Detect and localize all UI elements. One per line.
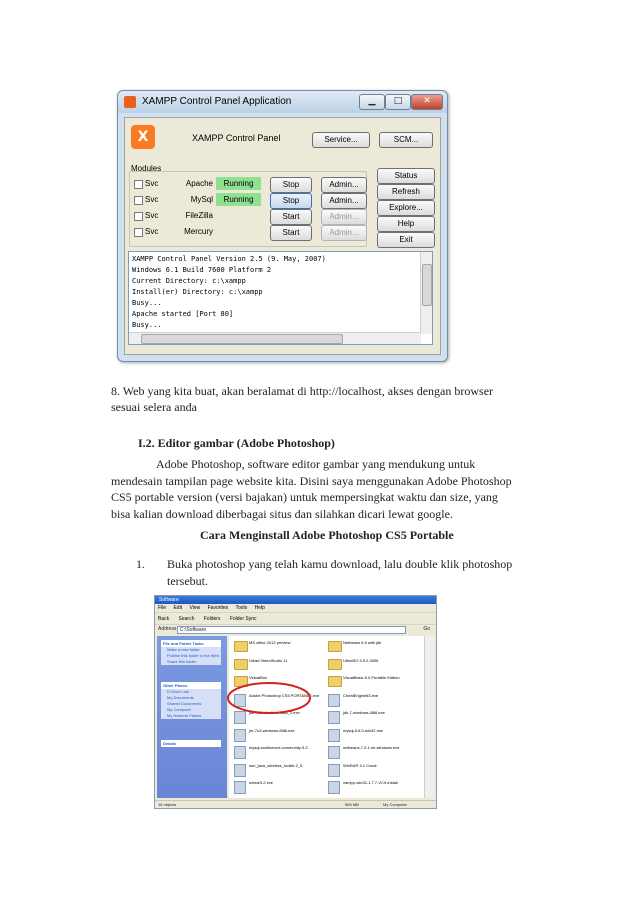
file-name: netbeans-7.0.1-ml-windows.exe <box>343 745 400 750</box>
address-label: Address <box>158 626 177 632</box>
folder-icon <box>328 641 342 652</box>
xampp-header: XAMPP Control Panel <box>192 133 281 143</box>
xampp-small-logo-icon <box>124 96 136 108</box>
file-item[interactable] <box>327 710 419 724</box>
help-button[interactable]: Help <box>377 216 435 232</box>
console-line: Current Directory: c:\xampp <box>132 277 246 285</box>
svc-checkbox[interactable] <box>134 196 143 205</box>
module-row-filezilla <box>130 209 366 225</box>
file-item[interactable] <box>233 658 325 672</box>
task-pane <box>157 636 227 798</box>
file-item[interactable] <box>327 745 419 759</box>
xampp-client-area <box>124 117 441 355</box>
file-icon <box>328 746 340 759</box>
file-name: Adobe Photoshop CS5 PORTABLE.exe <box>249 692 320 698</box>
file-icon <box>328 781 340 794</box>
module-name: Mercury <box>184 227 213 236</box>
svc-label: Svc <box>145 227 159 236</box>
menu-item-file[interactable]: File <box>158 605 167 611</box>
file-name: CheatEngine63.exe <box>343 692 379 698</box>
file-name: UltraISO 9.5.2.2836 <box>343 657 379 663</box>
file-name: VisualBasic 6.0 Portable Edition <box>343 675 400 680</box>
file-item[interactable] <box>233 763 325 777</box>
file-name: sun_java_wireless_toolkit-2_5 <box>249 762 303 768</box>
file-name: jdk-7u5-windows-i586_2.exe <box>249 710 300 715</box>
step1-line1: Buka photoshop yang telah kamu download, lalu double klik photoshop <box>167 557 513 571</box>
xampp-window <box>117 90 448 362</box>
file-name: jdk-7-windows-i586.exe <box>343 710 385 715</box>
folders-button[interactable]: Folders <box>203 616 221 622</box>
file-item[interactable] <box>327 728 419 742</box>
xampp-window-title: XAMPP Control Panel Application <box>142 96 292 107</box>
svc-label: Svc <box>145 179 159 188</box>
file-item[interactable] <box>327 763 419 777</box>
console-line: Install(er) Directory: c:\xampp <box>132 288 263 296</box>
folder-icon <box>234 641 248 652</box>
stop-apache-button[interactable]: Stop <box>270 177 312 193</box>
file-icon <box>328 729 340 742</box>
other-places-panel <box>161 682 221 719</box>
file-name: Netbeans 6.9 with jdk <box>343 640 382 645</box>
folder-icon <box>328 676 342 687</box>
file-icon <box>328 711 340 724</box>
file-icon <box>234 764 246 777</box>
back-button[interactable]: Back <box>158 616 170 622</box>
admin-apache-button[interactable]: Admin... <box>321 177 367 193</box>
panel-header[interactable]: Other Places <box>161 682 221 689</box>
status-object-count: 16 objects <box>158 802 177 807</box>
console-line: Busy... <box>132 321 162 329</box>
status-location: My Computer <box>383 802 408 807</box>
go-button[interactable]: Go <box>423 626 430 632</box>
file-item[interactable] <box>327 658 419 672</box>
scroll-thumb[interactable] <box>422 264 432 306</box>
status-bar <box>155 800 436 808</box>
place-link[interactable]: My Computer <box>167 707 192 712</box>
paragraph-line4: bisa kalian download diberbagai situs dan silahkan dicari lewat google. <box>111 507 453 521</box>
place-link[interactable]: Shared Documents <box>167 701 202 706</box>
console-log[interactable] <box>128 251 433 345</box>
file-name: VirtualBox <box>249 675 268 680</box>
console-vertical-scrollbar[interactable] <box>420 252 432 334</box>
svc-checkbox[interactable] <box>134 180 143 189</box>
menu-item-help[interactable]: Help <box>254 605 265 611</box>
explorer-menubar <box>155 604 436 612</box>
start-mercury-button[interactable]: Start <box>270 225 312 241</box>
file-icon <box>328 764 340 777</box>
module-name: Apache <box>185 179 213 188</box>
folder-icon <box>328 659 342 670</box>
menu-item-edit[interactable]: Edit <box>173 605 183 611</box>
file-item[interactable] <box>233 745 325 759</box>
xampp-logo-icon: X <box>131 125 155 149</box>
service-button[interactable]: Service... <box>312 132 370 148</box>
file-item[interactable] <box>233 640 325 654</box>
file-name: mysql-workbench-community-5.2 <box>249 745 308 750</box>
file-name: Ulead VideoStudio 11 <box>249 657 288 663</box>
task-link[interactable]: Make a new folder <box>167 647 200 652</box>
module-row-mercury <box>130 225 366 241</box>
details-panel <box>161 740 221 747</box>
console-line: Apache started [Port 80] <box>132 310 234 318</box>
modules-label: Modules <box>131 164 162 173</box>
file-name: MS office 2013 preview <box>249 640 291 645</box>
file-icon <box>234 746 246 759</box>
step8-line2: sesuai selera anda <box>111 400 197 414</box>
file-item[interactable] <box>327 675 419 689</box>
step8-line1: 8. Web yang kita buat, akan beralamat di http://localhost, akses dengan browser <box>111 384 494 398</box>
search-button[interactable]: Search <box>178 616 195 622</box>
module-name: FileZilla <box>185 211 213 220</box>
minimize-button[interactable]: ▁ <box>359 94 385 110</box>
status-badge: Running <box>216 177 261 190</box>
scm-button[interactable]: SCM... <box>379 132 433 148</box>
scroll-thumb[interactable] <box>141 334 343 344</box>
paragraph-line2: mendesain tampilan page website kita. Disini saya menggunakan Adobe Photoshop <box>111 474 512 488</box>
step1-number: 1. <box>136 557 145 571</box>
console-line: XAMPP Control Panel Version 2.5 (9. May, 2007) <box>132 255 326 263</box>
console-line: Windows 6.1 Build 7600 Platform 2 <box>132 266 272 274</box>
stop-mysql-button[interactable]: Stop <box>270 193 312 209</box>
console-horizontal-scrollbar[interactable] <box>129 332 421 344</box>
module-row-mysql <box>130 193 366 209</box>
file-name: winrar3.2.exe <box>249 780 274 785</box>
file-icon <box>328 694 340 707</box>
panel-header[interactable]: Details <box>161 740 221 747</box>
place-link[interactable]: My Network Places <box>167 713 202 718</box>
status-badge: Running <box>216 193 261 206</box>
explore-button[interactable]: Explore... <box>377 200 435 216</box>
panel-header[interactable]: File and Folder Tasks <box>161 640 221 647</box>
file-list <box>229 636 425 798</box>
file-item[interactable] <box>233 780 325 794</box>
file-name: xampp-win32-1.7.7-VC9-install <box>343 780 398 785</box>
file-icon <box>234 729 246 742</box>
file-name: jre-7u3-windows-i586.exe <box>249 727 295 733</box>
admin-mysql-button[interactable]: Admin... <box>321 193 367 209</box>
svc-checkbox[interactable] <box>134 228 143 237</box>
close-button[interactable]: ✕ <box>411 94 443 110</box>
svc-label: Svc <box>145 195 159 204</box>
address-bar <box>155 624 436 634</box>
file-item[interactable] <box>327 640 419 654</box>
place-link[interactable]: My Documents <box>167 695 194 700</box>
menu-item-view[interactable]: View <box>189 605 201 611</box>
module-name: MySql <box>190 195 213 204</box>
admin-filezilla-button[interactable]: Admin... <box>321 209 367 225</box>
admin-mercury-button[interactable]: Admin... <box>321 225 367 241</box>
paragraph-line1: Adobe Photoshop, software editor gambar yang mendukung untuk <box>156 457 476 471</box>
maximize-button[interactable]: □ <box>385 94 411 110</box>
address-input[interactable]: C:\Software <box>177 626 406 634</box>
status-button[interactable]: Status <box>377 168 435 184</box>
module-row-apache <box>130 177 366 193</box>
explorer-titlebar: Software <box>155 596 436 604</box>
modules-group <box>129 171 367 247</box>
status-size: 569 MB <box>345 802 359 807</box>
file-name: mysql-5.6.0-win32.msi <box>343 727 383 733</box>
menu-item-tools[interactable]: Tools <box>235 605 248 611</box>
section-heading: I.2. Editor gambar (Adobe Photoshop) <box>138 436 335 450</box>
step1-line2: tersebut. <box>167 574 208 588</box>
start-filezilla-button[interactable]: Start <box>270 209 312 225</box>
file-item[interactable] <box>327 693 419 707</box>
task-link[interactable]: Publish this folder to the Web <box>167 653 219 658</box>
paragraph-line3: CS5 portable version (versi bajakan) untuk mempersingkat waktu dan size, yang <box>111 490 498 504</box>
place-link[interactable]: D:Short Link <box>167 689 190 694</box>
exit-button[interactable]: Exit <box>377 232 435 248</box>
task-link[interactable]: Share this folder <box>167 659 197 664</box>
folder-sync-button[interactable]: Folder Sync <box>229 616 257 622</box>
refresh-button[interactable]: Refresh <box>377 184 435 200</box>
file-list-scrollbar[interactable] <box>424 636 434 798</box>
svc-checkbox[interactable] <box>134 212 143 221</box>
menu-item-favorites[interactable]: Favorites <box>207 605 229 611</box>
console-line: Busy... <box>132 299 162 307</box>
subheading: Cara Menginstall Adobe Photoshop CS5 Portable <box>200 528 454 542</box>
file-item[interactable] <box>233 728 325 742</box>
file-icon <box>234 781 246 794</box>
file-folder-tasks-panel <box>161 640 221 665</box>
file-item[interactable] <box>327 780 419 794</box>
xampp-titlebar <box>118 91 447 113</box>
highlight-circle <box>225 680 313 716</box>
svc-label: Svc <box>145 211 159 220</box>
folder-icon <box>234 659 248 670</box>
file-name: WinRAR 4.1 Crack <box>343 762 377 768</box>
